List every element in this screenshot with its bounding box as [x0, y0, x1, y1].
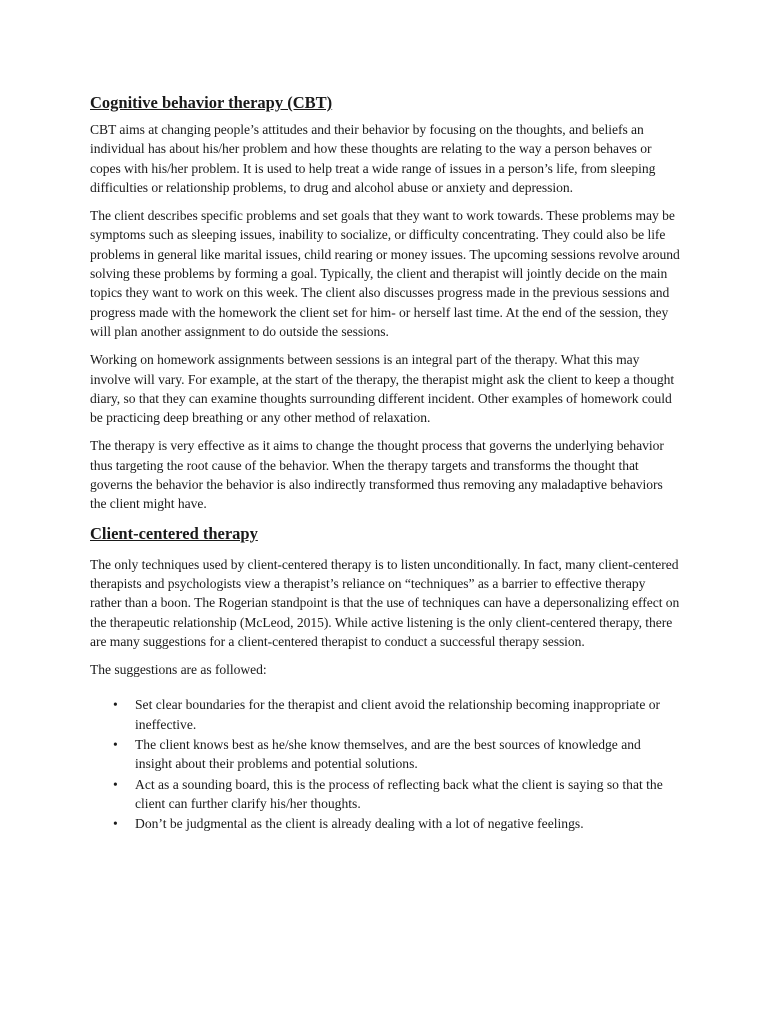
- client-centered-paragraph-2: The suggestions are as followed:: [90, 662, 267, 678]
- cbt-paragraph-2: The client describes specific problems and set goals that they want to work towards. These problems may be symptoms such as sleeping issues, inability to socialize, or difficulty concentrating. They could also be life problems in general like marital issues, child rearing or money issues. The upcoming sessions revolve around solving these problems by forming a goal. Typically, the client and therapist will jointly decide on the main topics they want to work on this week. The client also discusses progress made in the previous sessions and progress made with the homework the client set for him- or herself last time. At the end of the session, they will plan another assignment to do outside the sessions.: [90, 208, 680, 339]
- list-item-text: Don’t be judgmental as the client is already dealing with a lot of negative feelings.: [135, 816, 584, 832]
- section-title-cbt: Cognitive behavior therapy (CBT): [90, 93, 333, 112]
- bullet-icon: •: [113, 776, 118, 792]
- list-item-text: The client knows best as he/she know themselves, and are the best sources of knowledge and insight about their problems and potential solutions.: [135, 737, 641, 772]
- bullet-icon: •: [113, 737, 118, 753]
- list-item: [90, 775, 680, 814]
- bullet-icon: •: [113, 697, 118, 713]
- client-centered-paragraph-1: The only techniques used by client-centered therapy is to listen unconditionally. In fact, many client-centered therapists and psychologists view a therapist’s reliance on “techniques” as a barrier to effective therapy rather than a boon. The Rogerian standpoint is that the use of techniques can have a depersonalizing effect on the therapeutic relationship (McLeod, 2015). While active listening is the only client-centered therapy, there are many suggestions for a client-centered therapist to conduct a successful therapy session.: [90, 556, 680, 649]
- suggestions-list: [90, 695, 680, 833]
- list-item-text: Set clear boundaries for the therapist and client avoid the relationship becoming inappropriate or ineffective.: [135, 697, 661, 732]
- list-item: [90, 695, 680, 734]
- cbt-paragraph-4: The therapy is very effective as it aims to change the thought process that governs the underlying behavior thus targeting the root cause of the behavior. When the therapy targets and transforms the thought that governs the behavior the behavior is also indirectly transformed thus removing any maladaptive behaviors the client might have.: [90, 438, 664, 512]
- list-item-text: Act as a sounding board, this is the process of reflecting back what the client is saying so that the client can further clarify his/her thoughts.: [135, 776, 663, 811]
- list-item: [90, 735, 680, 774]
- cbt-paragraph-3: Working on homework assignments between sessions is an integral part of the therapy. What this may involve will vary. For example, at the start of the therapy, the therapist might ask the client to keep a thought diary, so that they can examine thoughts surrounding different incident. Other examples of homework could be practicing deep breathing or any other method of relaxation.: [90, 352, 675, 426]
- bullet-icon: •: [113, 816, 118, 832]
- cbt-paragraph-1: CBT aims at changing people’s attitudes and their behavior by focusing on the thoughts, and beliefs an individual has about his/her problem and how these thoughts are relating to the way a person behaves or copes with his/her problem. It is used to help treat a wide range of issues in a person’s life, from sleeping difficulties or relationship problems, to drug and alcohol abuse or anxiety and depression.: [90, 122, 656, 195]
- section-title-client-centered: Client-centered therapy: [90, 523, 258, 543]
- list-item: [90, 814, 680, 833]
- document-page: [90, 92, 680, 835]
